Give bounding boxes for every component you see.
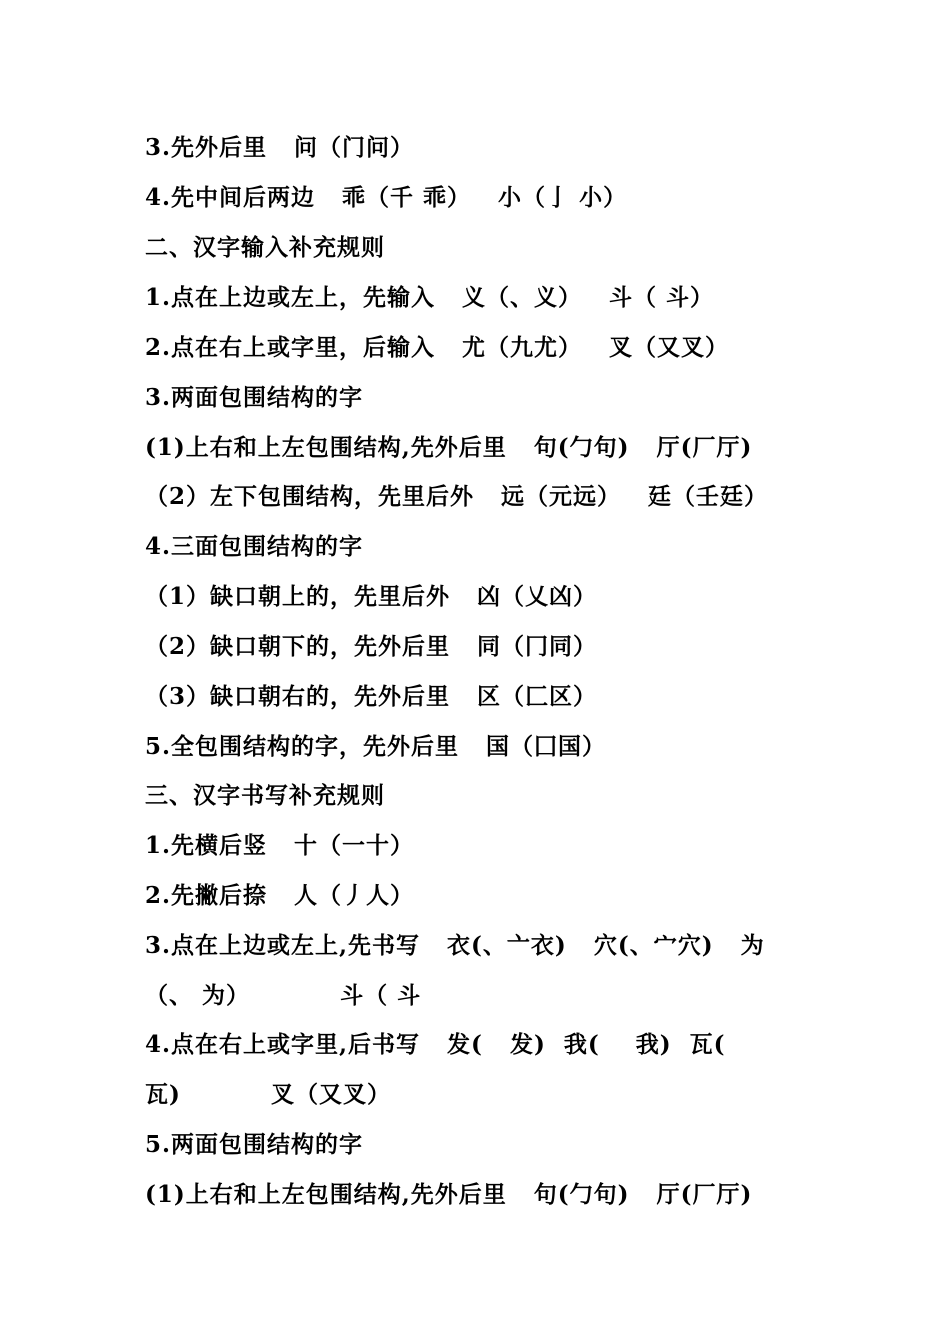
text-line: 4.点在右上或字里,后书写 发( 发) 我( 我) 瓦(: [145, 1031, 726, 1058]
text-line: 3.两面包围结构的字: [145, 384, 364, 411]
text-line: （2）左下包围结构，先里后外 远（元远） 廷（壬廷）: [145, 483, 769, 510]
text-line: （1）缺口朝上的，先里后外 凶（乂凶）: [145, 583, 598, 610]
text-line: （3）缺口朝右的，先外后里 区（匚区）: [145, 683, 598, 710]
text-line: 1.点在上边或左上，先输入 义（、义） 斗（ 斗）: [145, 284, 715, 311]
section-heading: 二、汉字输入补充规则: [145, 234, 385, 261]
text-line: (1)上右和上左包围结构,先外后里 句(勹句) 厅(厂厅): [145, 1181, 753, 1208]
text-line: 3.先外后里 问（门问）: [145, 134, 415, 161]
text-line: 3.点在上边或左上,先书写 衣(、亠衣) 穴(、宀穴) 为: [145, 932, 765, 959]
text-line: (1)上右和上左包围结构,先外后里 句(勹句) 厅(厂厅): [145, 434, 753, 461]
section-heading: 三、汉字书写补充规则: [145, 782, 385, 809]
text-line: （2）缺口朝下的，先外后里 同（冂同）: [145, 633, 598, 660]
text-line: 5.两面包围结构的字: [145, 1131, 364, 1158]
text-line: 2.先撇后捺 人（丿人）: [145, 882, 415, 909]
text-line: 5.全包围结构的字，先外后里 国（囗国）: [145, 733, 607, 760]
text-line: 瓦) 叉（又叉）: [145, 1081, 391, 1108]
text-line: 2.点在右上或字里，后输入 尤（九尤） 叉（又叉）: [145, 334, 730, 361]
text-line: 4.先中间后两边 乖（千 乖） 小（亅 小）: [145, 184, 628, 211]
text-line: （、 为） 斗（ 斗: [145, 982, 422, 1009]
text-line: 1.先横后竖 十（一十）: [145, 832, 415, 859]
text-line: 4.三面包围结构的字: [145, 533, 364, 560]
